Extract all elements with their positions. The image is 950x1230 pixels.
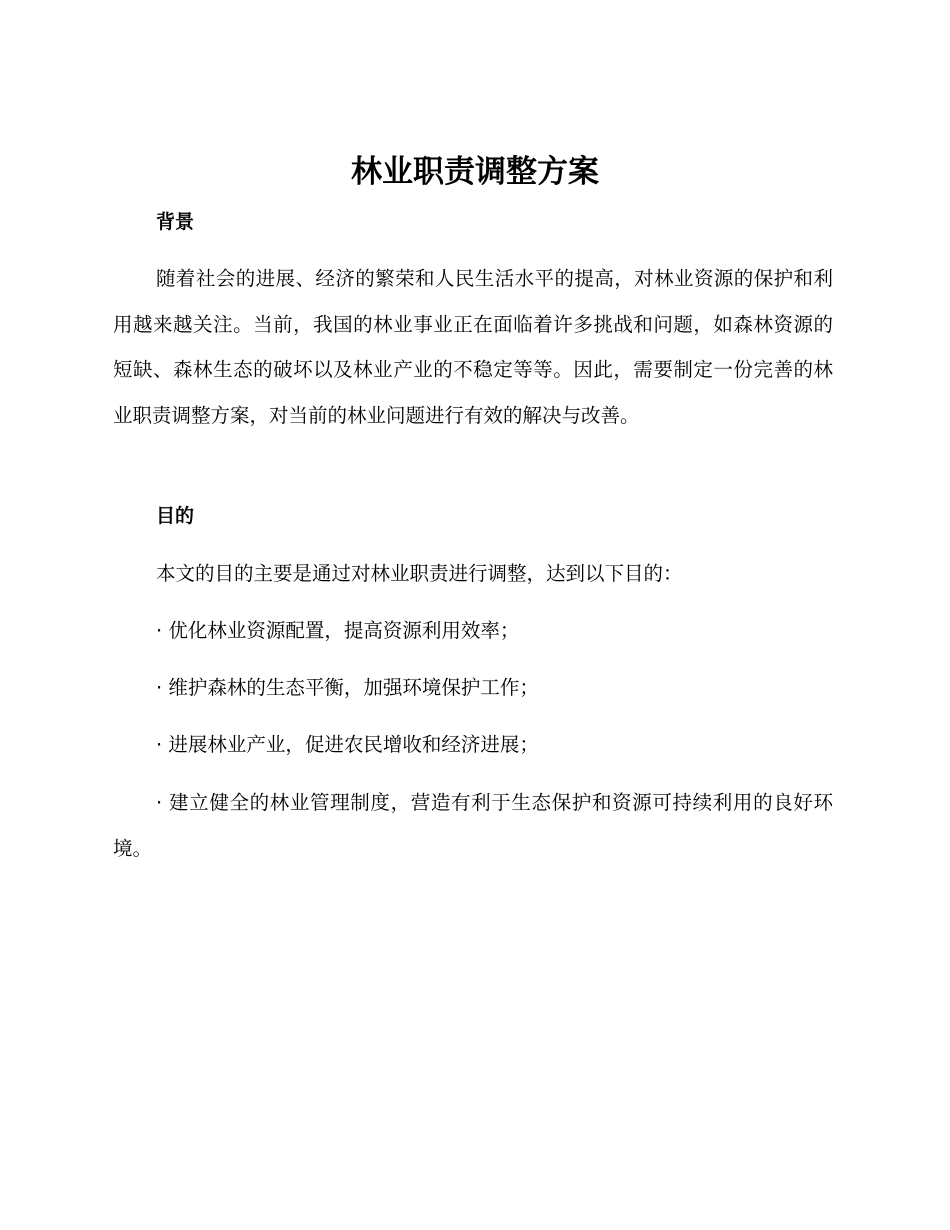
background-paragraph: 随着社会的进展、经济的繁荣和人民生活水平的提高，对林业资源的保护和利用越来越关注。当前，我国的林业事业正在面临着许多挑战和问题，如森林资源的短缺、森林生态的破坏以及林业产业的不稳定等等。因此，需要制定一份完善的林业职责调整方案，对当前的林业问题进行有效的解决与改善。 [113,267,833,427]
section-heading-background: 背景 [156,211,195,233]
purpose-bullet-item: · 优化林业资源配置，提高资源利用效率； [156,619,520,642]
purpose-bullet-item: · 进展林业产业，促进农民增收和经济进展； [156,733,539,756]
purpose-bullet-item: · 维护森林的生态平衡，加强环境保护工作； [156,676,539,699]
document-title: 林业职责调整方案 [351,154,599,190]
purpose-intro-paragraph: 本文的目的主要是通过对林业职责进行调整，达到以下目的： [156,562,683,585]
purpose-bullet-item: · 建立健全的林业管理制度，营造有利于生态保护和资源可持续利用的良好环境。 [113,791,833,860]
section-heading-purpose: 目的 [156,505,195,527]
